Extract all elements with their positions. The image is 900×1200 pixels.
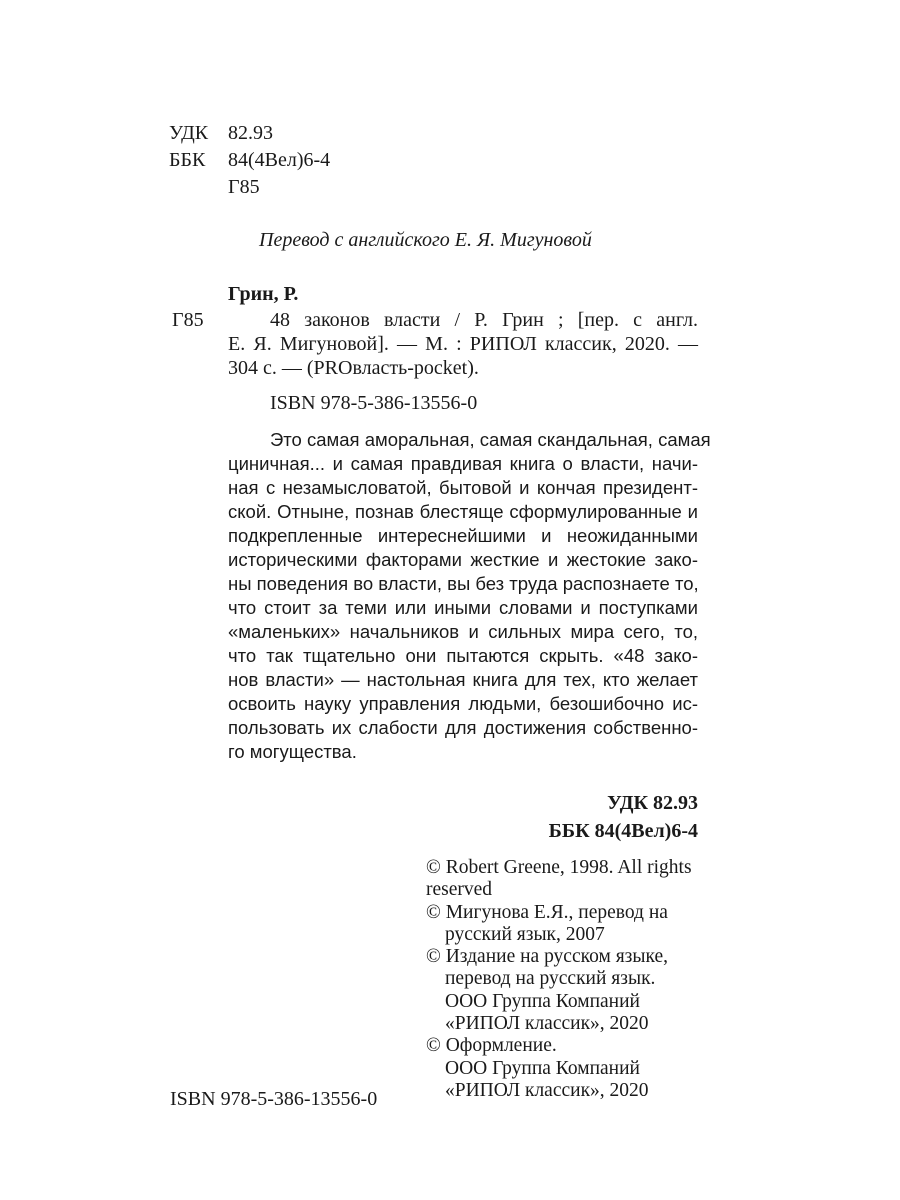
author-heading: Грин, Р. (228, 283, 299, 305)
annotation-line: пользовать их слабости для достижения собственно- (228, 717, 698, 738)
annotation-line: подкрепленные интереснейшими и неожиданными (228, 525, 698, 546)
author-mark-margin: Г85 (172, 309, 204, 331)
copyright-block (426, 857, 716, 1102)
copyright-line: ООО Группа Компаний (445, 990, 640, 1012)
biblio-line: Е. Я. Мигуновой]. — М. : РИПОЛ классик, 2020. — (228, 333, 698, 355)
bibliographic-record (228, 308, 698, 380)
copyright-line: © Мигунова Е.Я., перевод на (426, 901, 668, 923)
bbk-value: 84(4Вел)6-4 (228, 149, 331, 171)
copyright-line: © Оформление. (426, 1035, 557, 1057)
annotation-line: циничная... и самая правдивая книга о власти, начи- (228, 453, 698, 474)
biblio-line: 48 законов власти / Р. Грин ; [пер. с англ. (270, 309, 698, 331)
copyright-line: © Robert Greene, 1998. All rights (426, 857, 692, 878)
copyright-line: перевод на русский язык. (445, 968, 656, 990)
annotation-line: ная с незамысловатой, бытовой и кончая президент- (228, 477, 698, 498)
udk-value: 82.93 (228, 122, 273, 144)
copyright-line: русский язык, 2007 (445, 923, 605, 945)
copyright-line: «РИПОЛ классик», 2020 (445, 1079, 649, 1101)
isbn-bottom: ISBN 978-5-386-13556-0 (170, 1088, 378, 1110)
copyright-line: © Издание на русском языке, (426, 946, 668, 968)
annotation-line: что так тщательно они пытаются скрыть. «48 зако- (228, 645, 698, 666)
annotation-line: освоить науку управления людьми, безошибочно ис- (228, 693, 698, 714)
udk-label: УДК (169, 122, 209, 144)
annotation-line: ны поведения во власти, вы без труда распознаете то, (228, 573, 699, 594)
bottom-bbk: ББК 84(4Вел)6-4 (548, 820, 698, 842)
annotation-line: нов власти» — настольная книга для тех, кто желает (228, 669, 698, 690)
annotation-line: историческими факторами жесткие и жестокие зако- (228, 549, 698, 570)
biblio-line: 304 с. — (PROвласть-pocket). (228, 357, 479, 379)
translator-note: Перевод с английского Е. Я. Мигуновой (259, 229, 592, 251)
copyright-line: «РИПОЛ классик», 2020 (445, 1013, 649, 1035)
annotation-line: что стоит за теми или иными словами и поступками (228, 597, 698, 618)
copyright-line: ООО Группа Компаний (445, 1057, 640, 1079)
author-mark: Г85 (228, 176, 260, 198)
copyright-line: reserved (426, 879, 493, 901)
annotation-line: го могущества. (228, 741, 357, 762)
annotation-line: Это самая аморальная, самая скандальная, самая (270, 429, 711, 450)
bbk-label: ББК (169, 149, 206, 171)
annotation-line: «маленьких» начальников и сильных мира сего, то, (228, 621, 698, 642)
isbn: ISBN 978-5-386-13556-0 (270, 392, 478, 414)
annotation (228, 428, 711, 764)
bottom-udk: УДК 82.93 (607, 792, 698, 814)
annotation-line: ской. Отныне, познав блестяще сформулированные и (228, 501, 698, 522)
